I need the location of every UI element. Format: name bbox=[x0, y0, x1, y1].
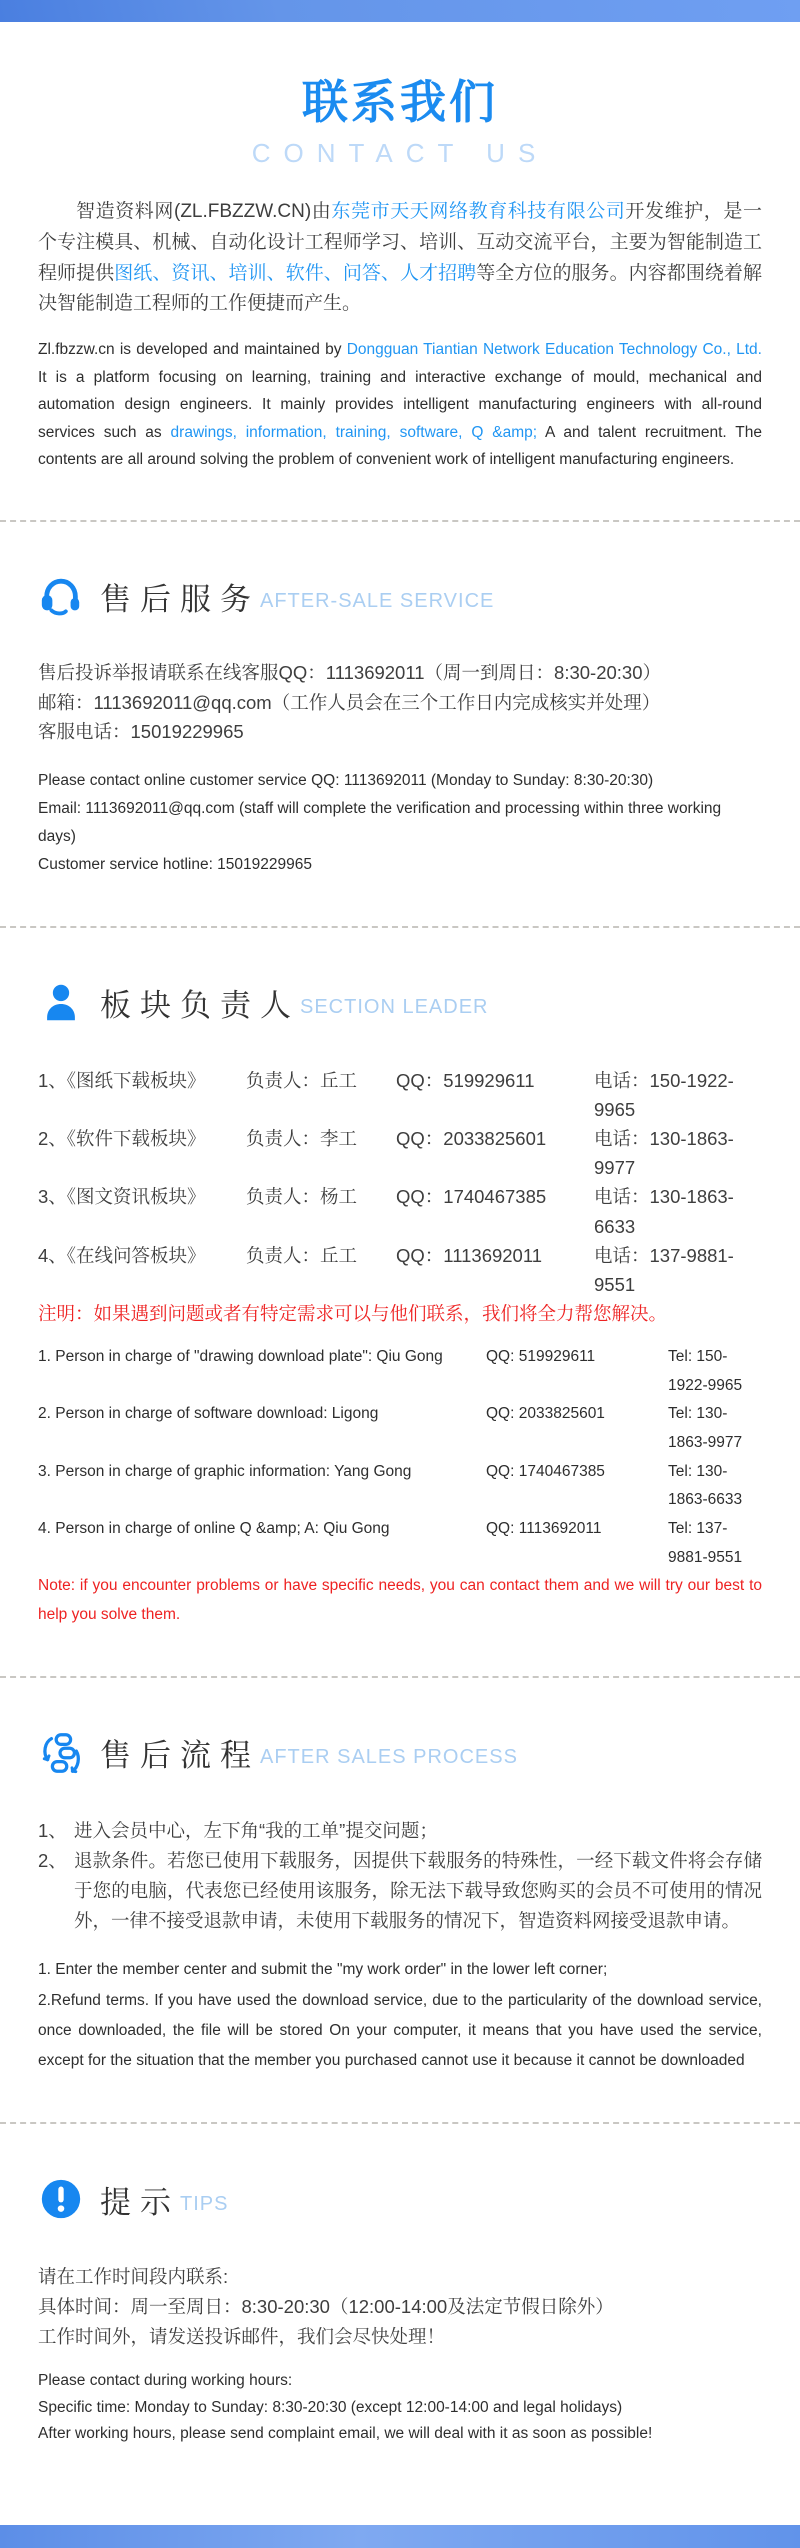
intro-cn-text: 等全方位的服务。内容都围绕着解决智能制造工程师的工作便捷而产生。 bbox=[38, 262, 762, 315]
after-sale-email-line-en: Email: 1113692011@qq.com (staff will complete the verification and processing within three working days) bbox=[38, 799, 722, 846]
section-title-en: AFTER SALES PROCESS bbox=[260, 1746, 518, 1769]
item-marker: 1、 bbox=[38, 1819, 67, 1841]
intro-paragraph-en bbox=[38, 336, 762, 474]
section-header bbox=[38, 1730, 762, 1776]
company-name-link[interactable]: 东莞市天天网络教育科技有限公司 bbox=[331, 201, 626, 222]
section-title-cn: 售后服务 bbox=[100, 582, 260, 618]
leader-qq: QQ: 1113692011 bbox=[486, 1519, 602, 1537]
leader-tel: 电话：130-1863-9977 bbox=[594, 1127, 734, 1179]
section-after-sale-service bbox=[0, 522, 800, 880]
tips-line: 具体时间：周一至周日：8:30-20:30（12:00-14:00及法定节假日除外） bbox=[38, 2296, 614, 2318]
leader-row bbox=[38, 1066, 762, 1124]
plate-name: 3、《图文资讯板块》 bbox=[38, 1186, 206, 1208]
leader-qq: QQ：1740467385 bbox=[396, 1186, 547, 1208]
leader-row bbox=[38, 1400, 762, 1457]
section-title-cn: 售后流程 bbox=[100, 1738, 260, 1774]
alert-icon bbox=[38, 2176, 84, 2222]
section-header bbox=[38, 2176, 762, 2222]
section-title-en: TIPS bbox=[180, 2192, 229, 2215]
plate-name: 4、《在线问答板块》 bbox=[38, 1244, 206, 1266]
intro-cn-text: 开发维护，是一个专注模具、机械、自动化设计工程师学习、培训、互动交流平台，主要为智能制造工程师提供 bbox=[38, 201, 762, 284]
person-icon bbox=[38, 980, 84, 1026]
after-sale-hotline-line: 客服电话：15019229965 bbox=[38, 721, 244, 743]
plate-desc: 2. Person in charge of software download: Ligong bbox=[38, 1405, 379, 1423]
section-title-en: AFTER-SALE SERVICE bbox=[260, 590, 495, 613]
page-subtitle: CONTACT US bbox=[251, 138, 549, 168]
section-after-sales-process bbox=[0, 1678, 800, 2077]
section-tips bbox=[0, 2124, 800, 2447]
plate-desc: 1. Person in charge of "drawing download plate": Qiu Gong bbox=[38, 1347, 443, 1365]
leader-qq: QQ：1113692011 bbox=[396, 1244, 543, 1266]
section-header bbox=[38, 980, 762, 1026]
leader-qq: QQ: 2033825601 bbox=[486, 1405, 605, 1423]
services-link[interactable]: 图纸、资讯、培训、软件、问答、人才招聘 bbox=[114, 262, 477, 284]
leader-tel: Tel: 130-1863-6633 bbox=[668, 1462, 743, 1509]
leader-list-en bbox=[38, 1343, 762, 1630]
intro-cn-text: 智造资料网(ZL.FBZZW.CN)由 bbox=[76, 201, 332, 222]
intro-en-text: It is a platform focusing on learning, training and interactive exchange of mould, mechanical and automation design engineers. It mainly provides intelligent manufacturing engineers with all-round services such as bbox=[38, 368, 762, 441]
after-sale-hotline-line-en: Customer service hotline: 15019229965 bbox=[38, 856, 313, 874]
leader-qq: QQ：519929611 bbox=[396, 1069, 535, 1091]
plate-name: 1、《图纸下载板块》 bbox=[38, 1069, 206, 1091]
plate-name: 2、《软件下载板块》 bbox=[38, 1127, 206, 1149]
leader-name: 负责人：丘工 bbox=[246, 1069, 358, 1091]
leader-note-cn: 注明：如果遇到问题或者有特定需求可以与他们联系，我们将全力帮您解决。 bbox=[38, 1303, 668, 1325]
headset-icon bbox=[38, 574, 84, 620]
leader-note-en: Note: if you encounter problems or have specific needs, you can contact them and we will try our best to help you solve them. bbox=[38, 1577, 762, 1623]
leader-name: 负责人：李工 bbox=[246, 1127, 358, 1149]
leader-row bbox=[38, 1124, 762, 1182]
intro-paragraph-cn bbox=[38, 197, 762, 320]
process-list-cn bbox=[38, 1816, 762, 1936]
leader-tel: 电话：150-1922-9965 bbox=[594, 1069, 734, 1120]
tips-line-en: After working hours, please send complaint email, we will deal with it as soon as possible! bbox=[38, 2424, 653, 2442]
leader-tel: Tel: 150-1922-9965 bbox=[668, 1347, 743, 1394]
leader-row bbox=[38, 1182, 762, 1240]
leader-tel: 电话：137-9881-9551 bbox=[594, 1244, 734, 1296]
leader-tel: 电话：130-1863-6633 bbox=[594, 1186, 734, 1237]
tips-lines-en bbox=[38, 2368, 762, 2447]
after-sale-email-line: 邮箱：1113692011@qq.com（工作人员会在三个工作日内完成核实并处理） bbox=[38, 691, 661, 713]
leader-qq: QQ：2033825601 bbox=[396, 1127, 547, 1149]
leader-tel: Tel: 137-9881-9551 bbox=[668, 1519, 743, 1566]
item-text: 进入会员中心，左下角“我的工单”提交问题； bbox=[74, 1819, 438, 1841]
after-sale-qq-line-en: Please contact online customer service QQ: 1113692011 (Monday to Sunday: 8:30-20:30) bbox=[38, 771, 654, 789]
bottom-spacer bbox=[0, 2447, 800, 2525]
plate-desc: 3. Person in charge of graphic information: Yang Gong bbox=[38, 1462, 412, 1480]
tips-line: 请在工作时间段内联系: bbox=[38, 2266, 229, 2288]
services-link-en[interactable]: drawings, information, training, software, Q &amp; bbox=[170, 423, 538, 441]
process-list-en bbox=[38, 1955, 762, 2076]
tips-line-en: Specific time: Monday to Sunday: 8:30-20:30 (except 12:00-14:00 and legal holidays) bbox=[38, 2398, 623, 2416]
process-item bbox=[38, 1846, 762, 1936]
tips-line-en: Please contact during working hours: bbox=[38, 2372, 293, 2390]
process-item-en: 1. Enter the member center and submit the "my work order" in the lower left corner; bbox=[38, 1961, 608, 1979]
process-icon bbox=[38, 1730, 84, 1776]
process-item-en: 2.Refund terms. If you have used the download service, due to the particularity of the download service, once downloaded, the file will be stored On your computer, it means that you have used the service, except for the situation that the member you purchased cannot use it because it cannot be downloaded bbox=[38, 1991, 762, 2070]
plate-desc: 4. Person in charge of online Q &amp; A: Qiu Gong bbox=[38, 1519, 390, 1537]
company-name-link-en[interactable]: Dongguan Tiantian Network Education Technology Co., Ltd. bbox=[346, 341, 762, 359]
tips-lines-cn bbox=[38, 2262, 762, 2352]
leader-row bbox=[38, 1458, 762, 1515]
after-sale-en-lines bbox=[38, 767, 762, 880]
leader-name: 负责人：丘工 bbox=[246, 1244, 358, 1266]
section-title-cn: 板块负责人 bbox=[100, 988, 300, 1024]
item-marker: 2、 bbox=[38, 1849, 67, 1871]
process-item bbox=[38, 1816, 762, 1846]
section-title-en: SECTION LEADER bbox=[300, 996, 489, 1019]
leader-tel: Tel: 130-1863-9977 bbox=[668, 1405, 743, 1451]
intro-en-text: A and talent recruitment. The contents are all around solving the problem of convenient work of intelligent manufacturing engineers. bbox=[38, 423, 763, 469]
intro-en-text: Zl.fbzzw.cn is developed and maintained by bbox=[38, 341, 347, 359]
tips-line: 工作时间外，请发送投诉邮件，我们会尽快处理！ bbox=[38, 2326, 446, 2348]
footer-bar bbox=[0, 2525, 800, 2548]
leader-row bbox=[38, 1515, 762, 1572]
leader-name: 负责人：杨工 bbox=[246, 1186, 358, 1208]
page-title: 联系我们 bbox=[302, 76, 498, 128]
item-text: 退款条件。若您已使用下载服务，因提供下载服务的特殊性，一经下载文件将会存储于您的电脑，代表您已经使用该服务，除无法下载导致您购买的会员不可使用的情况外，一律不接受退款申请，未使用下载服务的情况下，智造资料网接受退款申请。 bbox=[74, 1849, 762, 1931]
leader-qq: QQ: 519929611 bbox=[486, 1347, 596, 1365]
leader-qq: QQ: 1740467385 bbox=[486, 1462, 605, 1480]
leader-list-cn bbox=[38, 1066, 762, 1329]
after-sale-qq-line: 售后投诉举报请联系在线客服QQ：1113692011（周一到周日：8:30-20:30） bbox=[38, 661, 662, 683]
leader-row bbox=[38, 1343, 762, 1400]
top-bar bbox=[0, 0, 800, 22]
section-header bbox=[38, 574, 762, 620]
section-title-cn: 提示 bbox=[100, 2184, 180, 2220]
section-leader bbox=[0, 928, 800, 1630]
leader-row bbox=[38, 1241, 762, 1299]
after-sale-cn-lines bbox=[38, 658, 762, 747]
